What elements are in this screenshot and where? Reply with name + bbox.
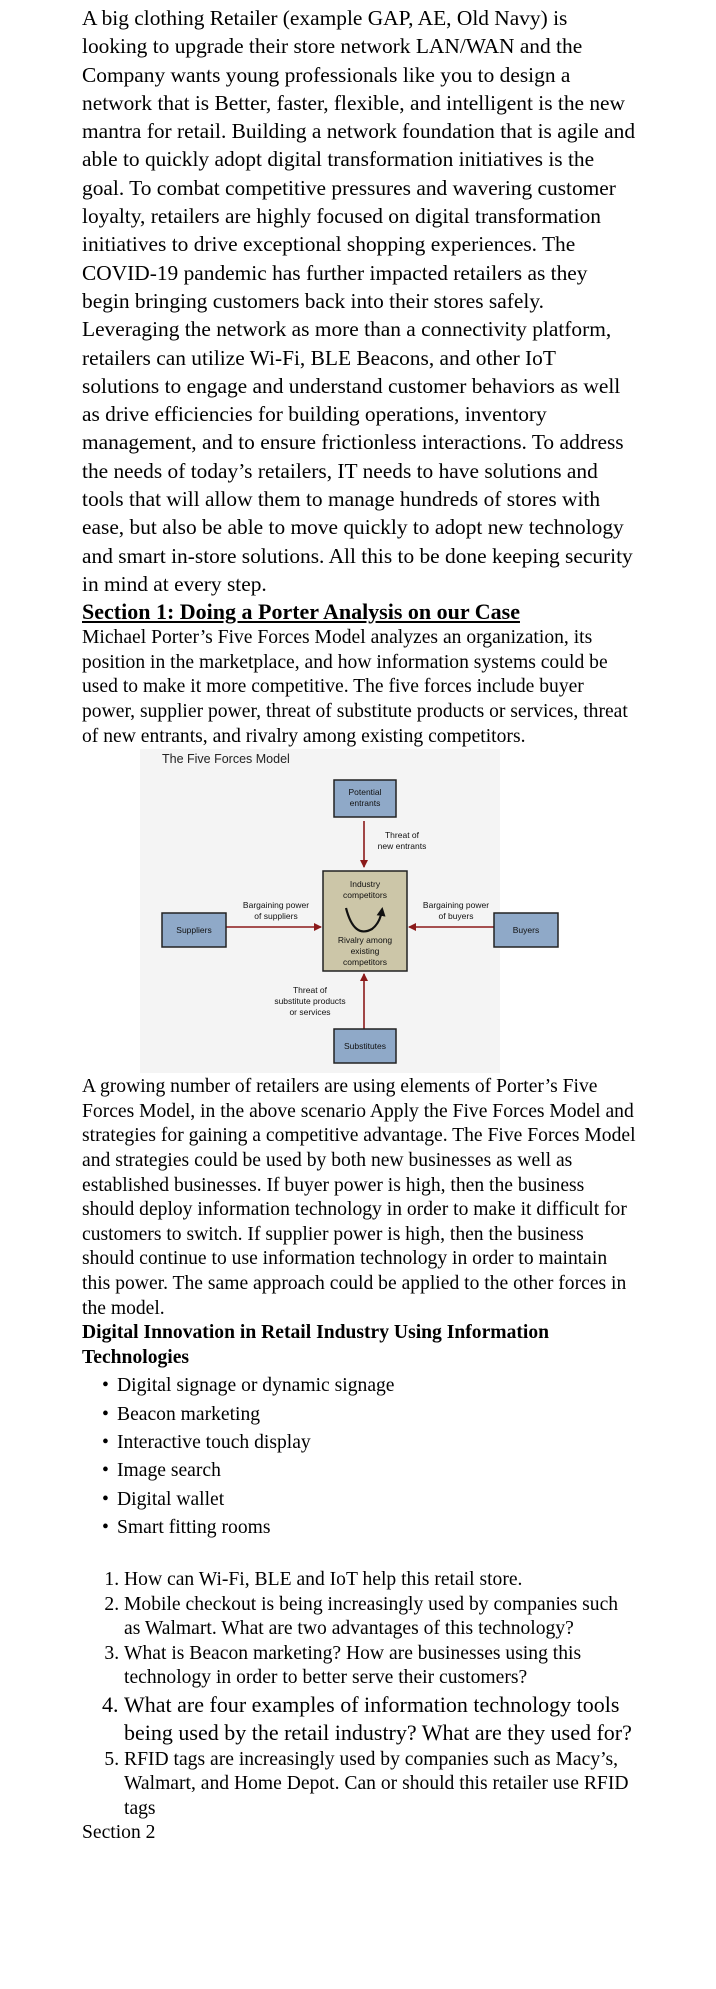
substitutes-label: Substitutes [343, 1041, 387, 1052]
question-item: 4. What are four examples of information technology tools being used by the retail industry? What are they used for? [124, 1691, 636, 1748]
bargaining-buyers-label-2: of buyers [438, 911, 474, 922]
bargaining-suppliers-label-2: of suppliers [254, 911, 298, 922]
rivalry-label-2: existing [350, 946, 380, 957]
potential-entrants-label-2: entrants [349, 798, 381, 809]
threat-new-entrants-label-2: new entrants [377, 841, 427, 852]
question-item: 3. What is Beacon marketing? How are businesses using this technology in order to better serve their customers? [124, 1642, 636, 1691]
questions-list [82, 1568, 636, 1821]
intro-paragraph: A big clothing Retailer (example GAP, AE, Old Navy) is looking to upgrade their store network LAN/WAN and the Company wants young professionals like you to design a network that is Better, faster, flexible, and intelligent is the new mantra for retail. Building a network foundation that is agile and able to quickly adopt digital transformation initiatives is the goal. To combat competitive pressures and wavering customer loyalty, retailers are highly focused on digital transformation initiatives to drive exceptional shopping experiences. The COVID-19 pandemic has further impacted retailers as they begin bringing customers back into their stores safely. Leveraging the network as more than a connectivity platform, retailers can utilize Wi-Fi, BLE Beacons, and other IoT solutions to engage and understand customer behaviors as well as drive efficiencies for building operations, inventory management, and to ensure frictionless interactions. To address the needs of today’s retailers, IT needs to have solutions and tools that will allow them to manage hundreds of stores with ease, but also be able to move quickly to adopt new technology and smart in-store solutions. All this to be done keeping security in mind at every step. [82, 6, 636, 596]
list-item: • Interactive touch display [102, 1429, 636, 1457]
rivalry-label-3: competitors [343, 957, 387, 968]
potential-entrants-label-1: Potential [348, 787, 382, 798]
list-item: • Image search [102, 1457, 636, 1485]
threat-substitutes-label-1: Threat of [292, 985, 328, 996]
list-item: • Digital wallet [102, 1486, 636, 1514]
bargaining-suppliers-label-1: Bargaining power [242, 900, 310, 911]
apply-paragraph: A growing number of retailers are using elements of Porter’s Five Forces Model, in the above scenario Apply the Five Forces Model and strategies for gaining a competitive advantage. The Five Forces Model and strategies could be used by both new businesses as well as established businesses. If buyer power is high, then the business should deploy information technology in order to make it difficult for customers to switch. If supplier power is high, then the business should continue to use information technology in order to maintain this power. The same approach could be applied to the other forces in the model. [82, 1076, 636, 1319]
five-forces-svg [140, 749, 540, 1073]
buyers-label: Buyers [512, 925, 540, 936]
threat-substitutes-label-3: or services [289, 1007, 331, 1018]
question-item: 5. RFID tags are increasingly used by companies such as Macy’s, Walmart, and Home Depot. Can or should this retailer use RFID tags [124, 1748, 636, 1822]
list-item: • Digital signage or dynamic signage [102, 1372, 636, 1400]
list-item: • Smart fitting rooms [102, 1514, 636, 1542]
diagram-title: The Five Forces Model [162, 752, 290, 767]
innovation-heading: Digital Innovation in Retail Industry Using Information Technologies [82, 1322, 550, 1368]
rivalry-label-1: Rivalry among [337, 935, 393, 946]
industry-competitors-label-1: Industry [349, 879, 381, 890]
list-item: • Beacon marketing [102, 1401, 636, 1429]
threat-substitutes-label-2: substitute products [274, 996, 346, 1007]
bargaining-buyers-label-1: Bargaining power [422, 900, 490, 911]
section-1-heading: Section 1: Doing a Porter Analysis on our Case [82, 599, 520, 625]
porter-paragraph: Michael Porter’s Five Forces Model analyzes an organization, its position in the marketplace, and how information systems could be used to make it more competitive. The five forces include buyer power, supplier power, threat of substitute products or services, threat of new entrants, and rivalry among existing competitors. [82, 627, 628, 747]
five-forces-diagram [140, 749, 540, 1073]
question-item: 2. Mobile checkout is being increasingly used by companies such as Walmart. What are two advantages of this technology? [124, 1593, 636, 1642]
next-section-cutoff: Section 2 [82, 1822, 156, 1844]
innovation-list [82, 1372, 636, 1542]
question-item: 1. How can Wi-Fi, BLE and IoT help this retail store. [124, 1568, 636, 1593]
suppliers-label: Suppliers [176, 925, 212, 936]
threat-new-entrants-label-1: Threat of [384, 830, 420, 841]
industry-competitors-label-2: competitors [343, 890, 387, 901]
